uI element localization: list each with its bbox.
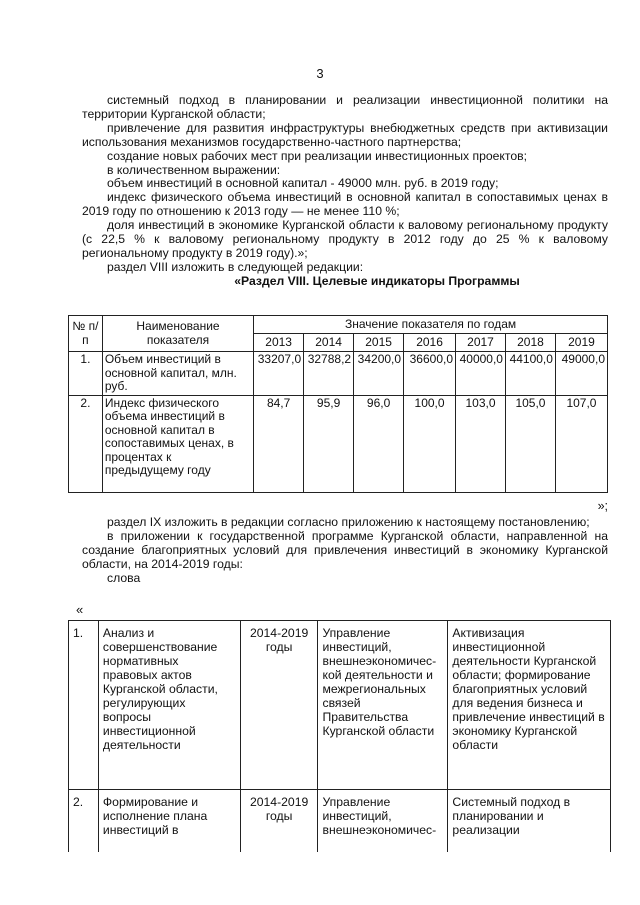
measure-result: Активизация инвестиционной деятельности Курганской области; формирование благоприятных условий для ведения бизнеса и привлечение инвестиций в экономику Курганской области xyxy=(448,621,611,790)
paragraph: объем инвестиций в основной капитал - 49000 млн. руб. в 2019 году; xyxy=(107,176,499,191)
paragraph: раздел VIII изложить в следующей редакции: xyxy=(107,259,364,274)
row-name: Индекс физического объема инвестиций в основной капитал в сопоставимых ценах, в процентах к предыдущему году xyxy=(102,395,253,492)
cell-value: 33207,0 xyxy=(254,352,304,396)
paragraph: в количественном выражении: xyxy=(107,162,281,177)
measure-executor: Управление инвестиций, внешнеэкономичес- xyxy=(318,790,448,853)
table-row xyxy=(69,395,608,492)
indicators-table xyxy=(68,315,608,493)
year-header: 2013 xyxy=(254,334,304,352)
section-title: «Раздел VIII. Целевые индикаторы Программы xyxy=(234,273,520,288)
paragraph: в приложении к государственной программе Курганской области, направленной на создание благоприятных условий для привлечения инвестиций в экономику Курганской области, на 2014-2019 годы: xyxy=(82,528,608,571)
cell-value: 40000,0 xyxy=(456,352,506,396)
year-header: 2014 xyxy=(304,334,354,352)
col-header-values: Значение показателя по годам xyxy=(254,316,608,334)
row-num: 2. xyxy=(69,395,103,492)
cell-value: 44100,0 xyxy=(505,352,555,396)
paragraph: системный подход в планировании и реализации инвестиционной политики на территории Курганской области; xyxy=(82,93,608,121)
cell-value: 96,0 xyxy=(354,395,404,492)
cell-value: 103,0 xyxy=(456,395,506,492)
cell-value: 100,0 xyxy=(404,395,456,492)
col-header-num: № п/п xyxy=(69,316,103,352)
table-row xyxy=(69,621,611,790)
col-header-name: Наименование показателя xyxy=(102,316,253,352)
cell-value: 105,0 xyxy=(505,395,555,492)
year-header: 2015 xyxy=(354,334,404,352)
cell-value: 49000,0 xyxy=(555,352,607,396)
cell-value: 107,0 xyxy=(555,395,607,492)
measure-period: 2014-2019 годы xyxy=(240,621,318,790)
cell-value: 32788,2 xyxy=(304,352,354,396)
year-header: 2018 xyxy=(505,334,555,352)
paragraph: слова xyxy=(107,570,141,585)
body-text xyxy=(82,94,608,289)
year-header: 2016 xyxy=(404,334,456,352)
measure-activity: Анализ и совершенствование нормативных правовых актов Курганской области, регулирующих вопросы инвестиционной деятельности xyxy=(98,621,240,790)
year-header: 2019 xyxy=(555,334,607,352)
closing-quote: »; xyxy=(597,499,608,513)
paragraph: раздел IX изложить в редакции согласно приложению к настоящему постановлению; xyxy=(107,515,590,529)
paragraph: создание новых рабочих мест при реализации инвестиционных проектов; xyxy=(107,148,527,163)
paragraph: доля инвестиций в экономике Курганской области к валовому региональному продукту (с 22,5 % к валовому региональному продукту в 2012 году до 25 % к валовому региональному продукту в 2019 году).»; xyxy=(82,218,608,260)
measure-result: Системный подход в планировании и реализации xyxy=(448,790,611,853)
opening-quote: « xyxy=(76,602,84,617)
measure-period: 2014-2019 годы xyxy=(240,790,318,853)
row-num: 1. xyxy=(69,352,103,396)
table-row xyxy=(69,352,608,396)
paragraph: индекс физического объема инвестиций в основной капитал в сопоставимых ценах в 2019 году по отношению к 2013 году — не менее 110 %; xyxy=(82,190,608,219)
measures-table xyxy=(68,620,611,852)
year-header: 2017 xyxy=(456,334,506,352)
cell-value: 84,7 xyxy=(254,395,304,492)
row-name: Объем инвестиций в основной капитал, млн. руб. xyxy=(102,352,253,396)
measure-activity: Формирование и исполнение плана инвестиций в xyxy=(98,790,240,853)
cell-value: 95,9 xyxy=(304,395,354,492)
cell-value: 34200,0 xyxy=(354,352,404,396)
table-row xyxy=(69,790,611,853)
body-text-continued xyxy=(82,516,608,586)
measure-num: 1. xyxy=(69,621,99,790)
cell-value: 36600,0 xyxy=(404,352,456,396)
measure-num: 2. xyxy=(69,790,99,853)
measure-executor: Управление инвестиций, внешнеэкономичес-кой деятельности и межрегиональных связей Правительства Курганской области xyxy=(318,621,448,790)
paragraph: привлечение для развития инфраструктуры внебюджетных средств при активизации использования механизмов государственно-частного партнерства; xyxy=(82,120,608,149)
page-number: 3 xyxy=(316,66,324,81)
